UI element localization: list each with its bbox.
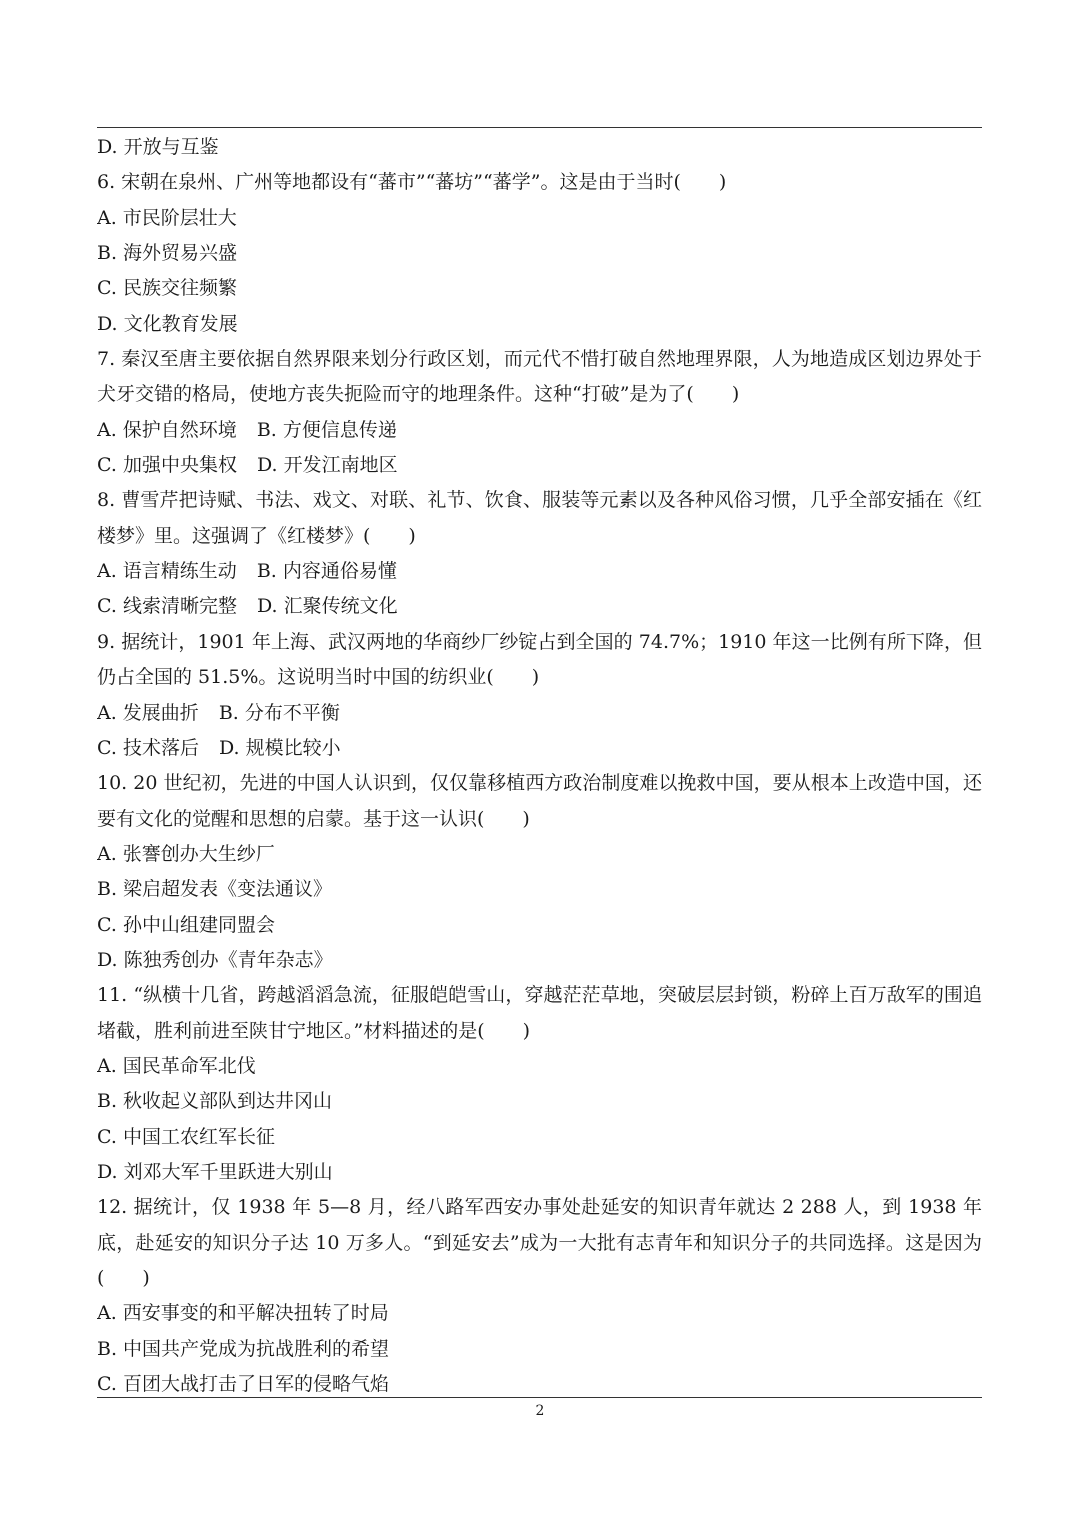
- q7-option-b: B. 方便信息传递: [256, 418, 397, 441]
- q12-option-b: B. 中国共产党成为抗战胜利的希望: [97, 1337, 390, 1360]
- q6-option-d: D. 文化教育发展: [97, 312, 238, 335]
- q9-option-b: B. 分布不平衡: [218, 701, 340, 724]
- q7-option-c: C. 加强中央集权: [97, 454, 237, 477]
- question-11: [97, 978, 982, 1190]
- header-rule: [97, 127, 982, 128]
- question-8: [97, 483, 982, 624]
- q7-option-a: A. 保护自然环境: [97, 418, 237, 441]
- q10-option-d: D. 陈独秀创办《青年杂志》: [97, 948, 333, 971]
- q8-options-cd: [97, 589, 982, 624]
- q11-stem: 11. “纵横十几省，跨越滔滔急流，征服皑皑雪山，穿越茫茫草地，突破层层封锁，粉碎上百万敌军的围追堵截，胜利前进至陕甘宁地区。”材料描述的是( ): [97, 984, 982, 1042]
- q11-option-d: D. 刘邓大军千里跃进大别山: [97, 1160, 333, 1183]
- q11-option-b: B. 秋收起义部队到达井冈山: [97, 1090, 333, 1113]
- q9-option-d: D. 规模比较小: [218, 736, 341, 759]
- q8-option-b: B. 内容通俗易懂: [256, 560, 397, 583]
- q5-option-d: D. 开放与互鉴: [97, 136, 219, 158]
- q10-stem: 10. 20 世纪初，先进的中国人认识到，仅仅靠移植西方政治制度难以挽救中国，要从根本上改造中国，还要有文化的觉醒和思想的启蒙。基于这一认识( ): [97, 772, 982, 830]
- page-content: [97, 130, 982, 1402]
- q12-stem: 12. 据统计，仅 1938 年 5—8 月，经八路军西安办事处赴延安的知识青年就达 2 288 人，到 1938 年底，赴延安的知识分子达 10 万多人。“到延安去”成为一大批有志青年和知识分子的共同选择。这是因为( ): [97, 1196, 982, 1289]
- q6-option-b: B. 海外贸易兴盛: [97, 242, 238, 265]
- q12-option-c: C. 百团大战打击了日军的侵略气焰: [97, 1373, 389, 1396]
- q10-option-b: B. 梁启超发表《变法通议》: [97, 878, 333, 901]
- question-12: [97, 1190, 982, 1402]
- q12-option-a: A. 西安事变的和平解决扭转了时局: [97, 1302, 389, 1325]
- q9-options-ab: [97, 696, 982, 731]
- q7-option-d: D. 开发江南地区: [256, 454, 398, 477]
- question-6: [97, 165, 982, 342]
- question-10: [97, 766, 982, 978]
- q6-option-c: C. 民族交往频繁: [97, 277, 237, 300]
- q8-options-ab: [97, 554, 982, 589]
- q7-options-ab: [97, 413, 982, 448]
- page-number: 2: [535, 1403, 545, 1419]
- q7-options-cd: [97, 448, 982, 483]
- q8-option-d: D. 汇聚传统文化: [256, 595, 398, 618]
- q8-stem: 8. 曹雪芹把诗赋、书法、戏文、对联、礼节、饮食、服装等元素以及各种风俗习惯，几乎全部安插在《红楼梦》里。这强调了《红楼梦》( ): [97, 489, 982, 547]
- q6-option-a: A. 市民阶层壮大: [97, 206, 237, 229]
- q9-options-cd: [97, 731, 982, 766]
- footer-rule: [97, 1397, 982, 1398]
- q8-option-c: C. 线索清晰完整: [97, 595, 237, 618]
- q9-stem: 9. 据统计，1901 年上海、武汉两地的华商纱厂纱锭占到全国的 74.7%；1910 年这一比例有所下降，但仍占全国的 51.5%。这说明当时中国的纺织业( ): [97, 630, 982, 689]
- question-9: [97, 625, 982, 766]
- question-7: [97, 342, 982, 483]
- q8-option-a: A. 语言精练生动: [97, 560, 237, 583]
- q9-option-c: C. 技术落后: [97, 736, 199, 759]
- q11-option-a: A. 国民革命军北伐: [97, 1054, 256, 1077]
- q10-option-c: C. 孙中山组建同盟会: [97, 913, 275, 936]
- q7-stem: 7. 秦汉至唐主要依据自然界限来划分行政区划，而元代不惜打破自然地理界限，人为地造成区划边界处于犬牙交错的格局，使地方丧失扼险而守的地理条件。这种“打破”是为了( ): [97, 348, 982, 406]
- q6-stem: 6. 宋朝在泉州、广州等地都设有“蕃市”“蕃坊”“蕃学”。这是由于当时( ): [97, 171, 727, 194]
- q9-option-a: A. 发展曲折: [97, 701, 199, 724]
- q10-option-a: A. 张謇创办大生纱厂: [97, 842, 275, 865]
- q11-option-c: C. 中国工农红军长征: [97, 1125, 275, 1148]
